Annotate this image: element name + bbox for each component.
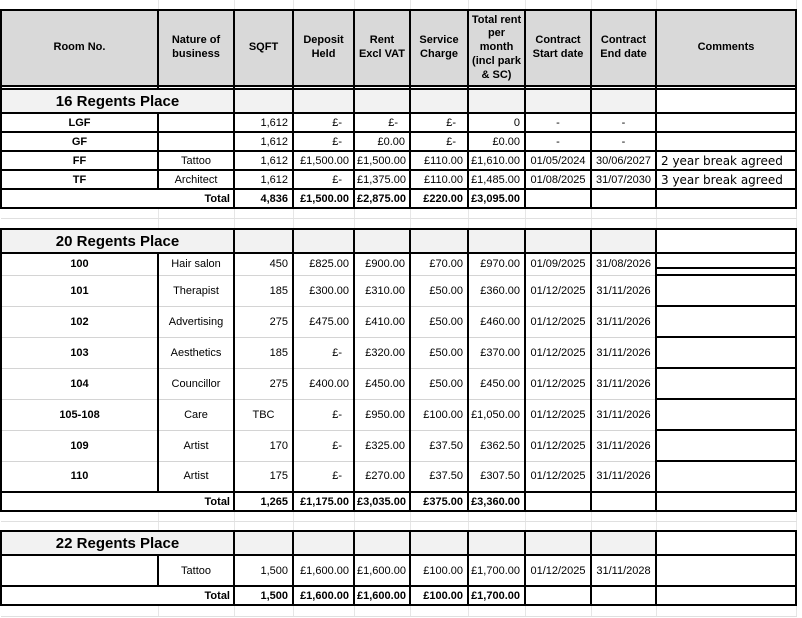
cell-comments[interactable]: 3 year break agreed	[656, 170, 796, 189]
grid-gap-cell	[354, 521, 410, 531]
grid-gap-cell	[158, 521, 234, 531]
section-empty-cell[interactable]	[234, 229, 293, 253]
table-row	[1, 151, 796, 170]
grid-gap-cell	[525, 208, 591, 218]
grid-gutter-cell	[1, 0, 158, 10]
comment-cell-divider	[656, 267, 796, 269]
cell-sqft[interactable]: 1,500	[234, 555, 293, 586]
table-row	[1, 461, 796, 492]
cell-service[interactable]: £37.50	[410, 430, 468, 461]
cell-sqft[interactable]: 185	[234, 337, 293, 368]
cell-sqft[interactable]: 170	[234, 430, 293, 461]
section-empty-cell[interactable]	[410, 229, 468, 253]
grid-gap-cell	[468, 521, 525, 531]
cell-total-rent[interactable]: £970.00	[468, 253, 525, 275]
cell-nature[interactable]	[158, 113, 234, 132]
cell-room[interactable]: 104	[1, 368, 158, 399]
grid-gap-cell	[293, 521, 354, 531]
cell-nature[interactable]	[158, 132, 234, 151]
cell-start-date[interactable]: 01/12/2025	[525, 275, 591, 306]
cell-total-rent[interactable]: £1,050.00	[468, 399, 525, 430]
cell-total-rent-excl[interactable]: £3,035.00	[354, 492, 410, 511]
grid-gutter-cell	[158, 611, 234, 616]
cell-rent[interactable]: £310.00	[354, 275, 410, 306]
cell-room[interactable]: 102	[1, 306, 158, 337]
total-label[interactable]: Total	[1, 586, 234, 605]
cell-comments[interactable]	[656, 132, 796, 151]
grid-gutter-cell	[591, 611, 656, 616]
cell-total-sqft[interactable]: 1,265	[234, 492, 293, 511]
grid-gutter-cell	[525, 0, 591, 10]
cell-sqft[interactable]: 1,612	[234, 151, 293, 170]
cell-total-rent[interactable]: £1,700.00	[468, 555, 525, 586]
section-empty-cell[interactable]	[468, 531, 525, 555]
cell-comments[interactable]	[656, 586, 796, 605]
grid-gap-cell	[293, 208, 354, 218]
cell-deposit[interactable]: £-	[293, 113, 354, 132]
cell-start-date[interactable]: -	[525, 132, 591, 151]
cell-total-deposit[interactable]: £1,500.00	[293, 189, 354, 208]
cell-end-date[interactable]: 31/11/2026	[591, 430, 656, 461]
cell-deposit[interactable]: £1,500.00	[293, 151, 354, 170]
cell-service[interactable]: £50.00	[410, 306, 468, 337]
grid-gap-row	[1, 218, 796, 229]
cell-deposit[interactable]: £-	[293, 399, 354, 430]
cell-room[interactable]: TF	[1, 170, 158, 189]
grid-gap-cell	[354, 208, 410, 218]
cell-total-rent[interactable]: 0	[468, 113, 525, 132]
section-empty-cell[interactable]	[234, 531, 293, 555]
cell-comments[interactable]	[656, 275, 796, 306]
section-20-regents-place	[1, 229, 796, 531]
cell-room[interactable]: 105-108	[1, 399, 158, 430]
cell-start-date[interactable]: 01/12/2025	[525, 399, 591, 430]
cell-nature[interactable]: Aesthetics	[158, 337, 234, 368]
section-empty-cell[interactable]	[525, 229, 591, 253]
cell-end-date[interactable]: -	[591, 113, 656, 132]
grid-gap-cell	[591, 521, 656, 531]
section-empty-cell[interactable]	[410, 531, 468, 555]
section-empty-cell[interactable]	[656, 89, 796, 113]
grid-gap-cell	[1, 208, 158, 218]
grid-gutter-cell	[158, 0, 234, 10]
cell-total-service[interactable]: £220.00	[410, 189, 468, 208]
grid-gutter-cell	[656, 0, 796, 10]
grid-gap-cell	[525, 511, 591, 521]
grid-gutter-cell	[468, 611, 525, 616]
cell-end-date[interactable]: 31/11/2026	[591, 461, 656, 492]
cell-end-date[interactable]: 31/11/2026	[591, 337, 656, 368]
grid-gap-cell	[234, 521, 293, 531]
grid-gutter-row	[1, 611, 796, 616]
cell-empty[interactable]	[525, 492, 591, 511]
section-empty-cell[interactable]	[293, 89, 354, 113]
cell-start-date[interactable]: 01/12/2025	[525, 430, 591, 461]
cell-nature[interactable]: Artist	[158, 461, 234, 492]
top-gutter	[1, 0, 796, 10]
cell-total-deposit[interactable]: £1,600.00	[293, 586, 354, 605]
cell-rent[interactable]: £320.00	[354, 337, 410, 368]
cell-start-date[interactable]: 01/12/2025	[525, 306, 591, 337]
cell-empty[interactable]	[525, 189, 591, 208]
cell-total-rent[interactable]: £450.00	[468, 368, 525, 399]
cell-nature[interactable]: Architect	[158, 170, 234, 189]
cell-nature[interactable]: Tattoo	[158, 555, 234, 586]
cell-end-date[interactable]: 31/11/2026	[591, 399, 656, 430]
cell-rent[interactable]: £0.00	[354, 132, 410, 151]
cell-total-service[interactable]: £100.00	[410, 586, 468, 605]
cell-empty[interactable]	[591, 189, 656, 208]
cell-total-rent-excl[interactable]: £2,875.00	[354, 189, 410, 208]
cell-comments[interactable]	[656, 253, 796, 275]
cell-room[interactable]: LGF	[1, 113, 158, 132]
cell-service[interactable]: £37.50	[410, 461, 468, 492]
cell-deposit[interactable]: £475.00	[293, 306, 354, 337]
cell-total-rent[interactable]: £362.50	[468, 430, 525, 461]
cell-deposit[interactable]: £300.00	[293, 275, 354, 306]
cell-rent[interactable]: £1,600.00	[354, 555, 410, 586]
grid-gap-cell	[656, 208, 796, 218]
col-header-deposit-held[interactable]: Deposit Held	[293, 10, 354, 86]
cell-end-date[interactable]: 31/11/2028	[591, 555, 656, 586]
section-title[interactable]: 22 Regents Place	[1, 531, 234, 555]
cell-comments[interactable]	[656, 430, 796, 461]
grid-gutter-cell	[293, 0, 354, 10]
cell-end-date[interactable]: -	[591, 132, 656, 151]
section-empty-cell[interactable]	[656, 229, 796, 253]
total-label[interactable]: Total	[1, 189, 234, 208]
grid-gutter-cell	[354, 0, 410, 10]
cell-rent[interactable]: £450.00	[354, 368, 410, 399]
grid-gap-cell	[158, 218, 234, 229]
cell-comments[interactable]	[656, 113, 796, 132]
cell-empty[interactable]	[591, 586, 656, 605]
cell-start-date[interactable]: 01/12/2025	[525, 555, 591, 586]
grid-gutter-cell	[468, 0, 525, 10]
cell-service[interactable]: £-	[410, 113, 468, 132]
cell-comments[interactable]	[656, 306, 796, 337]
cell-room[interactable]: 109	[1, 430, 158, 461]
cell-service[interactable]: £50.00	[410, 275, 468, 306]
cell-sqft[interactable]: 275	[234, 368, 293, 399]
cell-sqft[interactable]: 450	[234, 253, 293, 275]
section-empty-cell[interactable]	[591, 229, 656, 253]
col-header-sqft[interactable]: SQFT	[234, 10, 293, 86]
grid-gutter-cell	[591, 0, 656, 10]
cell-nature[interactable]: Artist	[158, 430, 234, 461]
cell-room[interactable]: 101	[1, 275, 158, 306]
section-empty-cell[interactable]	[591, 531, 656, 555]
cell-room[interactable]: FF	[1, 151, 158, 170]
cell-nature[interactable]: Tattoo	[158, 151, 234, 170]
cell-start-date[interactable]: -	[525, 113, 591, 132]
cell-service[interactable]: £-	[410, 132, 468, 151]
cell-rent[interactable]: £-	[354, 113, 410, 132]
cell-total-rent[interactable]: £460.00	[468, 306, 525, 337]
cell-comments[interactable]	[656, 368, 796, 399]
cell-sqft[interactable]: 1,612	[234, 170, 293, 189]
grid-gutter-cell	[656, 611, 796, 616]
grid-gap-cell	[468, 208, 525, 218]
cell-end-date[interactable]: 31/11/2026	[591, 368, 656, 399]
section-empty-cell[interactable]	[293, 229, 354, 253]
col-header-contract-start[interactable]: Contract Start date	[525, 10, 591, 86]
cell-total-deposit[interactable]: £1,175.00	[293, 492, 354, 511]
cell-total-rent[interactable]: £307.50	[468, 461, 525, 492]
cell-rent[interactable]: £950.00	[354, 399, 410, 430]
col-header-total-rent[interactable]: Total rent per month (incl park & SC)	[468, 10, 525, 86]
cell-room[interactable]: GF	[1, 132, 158, 151]
cell-nature[interactable]: Hair salon	[158, 253, 234, 275]
grid-gutter-cell	[293, 611, 354, 616]
section-empty-cell[interactable]	[525, 89, 591, 113]
cell-total-rent[interactable]: £360.00	[468, 275, 525, 306]
grid-gap-cell	[656, 521, 796, 531]
cell-deposit[interactable]: £-	[293, 132, 354, 151]
grid-gap-cell	[234, 218, 293, 229]
cell-end-date[interactable]: 31/11/2026	[591, 275, 656, 306]
section-22-regents-place	[1, 531, 796, 605]
table-row	[1, 368, 796, 399]
grid-gutter-cell	[234, 0, 293, 10]
cell-sqft[interactable]: 185	[234, 275, 293, 306]
column-header	[1, 10, 796, 89]
grid-gutter-cell	[1, 611, 158, 616]
cell-room[interactable]: 110	[1, 461, 158, 492]
table-row	[1, 430, 796, 461]
cell-deposit[interactable]: £-	[293, 461, 354, 492]
col-header-nature-of-business[interactable]: Nature of business	[158, 10, 234, 86]
grid-gutter-cell	[410, 0, 468, 10]
cell-rent[interactable]: £325.00	[354, 430, 410, 461]
table-row	[1, 399, 796, 430]
table-row	[1, 132, 796, 151]
grid-gap-cell	[293, 218, 354, 229]
grid-gap-cell	[234, 511, 293, 521]
total-label[interactable]: Total	[1, 492, 234, 511]
cell-end-date[interactable]: 31/07/2030	[591, 170, 656, 189]
cell-rent[interactable]: £410.00	[354, 306, 410, 337]
grid-gap-cell	[591, 208, 656, 218]
section-title[interactable]: 16 Regents Place	[1, 89, 234, 113]
cell-total-rent-excl[interactable]: £1,600.00	[354, 586, 410, 605]
cell-total-rent-month[interactable]: £3,360.00	[468, 492, 525, 511]
section-empty-cell[interactable]	[354, 531, 410, 555]
cell-sqft[interactable]: 275	[234, 306, 293, 337]
cell-sqft[interactable]: 1,612	[234, 113, 293, 132]
col-header-room-no[interactable]: Room No.	[1, 10, 158, 86]
cell-deposit[interactable]: £400.00	[293, 368, 354, 399]
table-row	[1, 253, 796, 275]
cell-comments[interactable]	[656, 555, 796, 586]
cell-start-date[interactable]: 01/12/2025	[525, 337, 591, 368]
cell-empty[interactable]	[591, 492, 656, 511]
grid-gutter-cell	[410, 611, 468, 616]
grid-gap-cell	[354, 511, 410, 521]
cell-comments[interactable]	[656, 399, 796, 430]
grid-gap-cell	[1, 521, 158, 531]
section-title[interactable]: 20 Regents Place	[1, 229, 234, 253]
grid-gap-cell	[158, 208, 234, 218]
grid-gap-cell	[591, 218, 656, 229]
cell-service[interactable]: £50.00	[410, 337, 468, 368]
cell-comments[interactable]	[656, 189, 796, 208]
grid-gap-cell	[525, 218, 591, 229]
grid-gap-cell	[1, 511, 158, 521]
cell-deposit[interactable]: £-	[293, 430, 354, 461]
grid-gutter-cell	[234, 611, 293, 616]
cell-total-sqft[interactable]: 1,500	[234, 586, 293, 605]
cell-start-date[interactable]: 01/05/2024	[525, 151, 591, 170]
cell-service[interactable]: £70.00	[410, 253, 468, 275]
cell-deposit[interactable]: £825.00	[293, 253, 354, 275]
cell-room[interactable]: 103	[1, 337, 158, 368]
cell-rent[interactable]: £1,500.00	[354, 151, 410, 170]
col-header-service-charge[interactable]: Service Charge	[410, 10, 468, 86]
grid-gap-row	[1, 511, 796, 521]
cell-sqft[interactable]: TBC	[234, 399, 293, 430]
table-row	[1, 275, 796, 306]
section-header-row	[1, 229, 796, 253]
cell-start-date[interactable]: 01/09/2025	[525, 253, 591, 275]
grid-gap-cell	[525, 521, 591, 531]
cell-total-sqft[interactable]: 4,836	[234, 189, 293, 208]
cell-start-date[interactable]: 01/08/2025	[525, 170, 591, 189]
cell-comments[interactable]	[656, 492, 796, 511]
cell-service[interactable]: £110.00	[410, 170, 468, 189]
cell-service[interactable]: £110.00	[410, 151, 468, 170]
grid-gap-row	[1, 521, 796, 531]
grid-gap-cell	[410, 511, 468, 521]
cell-nature[interactable]: Councillor	[158, 368, 234, 399]
cell-total-service[interactable]: £375.00	[410, 492, 468, 511]
section-empty-cell[interactable]	[656, 531, 796, 555]
grid-gap-cell	[410, 208, 468, 218]
cell-total-rent-month[interactable]: £3,095.00	[468, 189, 525, 208]
grid-gap-cell	[656, 218, 796, 229]
cell-deposit[interactable]: £-	[293, 170, 354, 189]
cell-room[interactable]: 100	[1, 253, 158, 275]
col-header-comments[interactable]: Comments	[656, 10, 796, 86]
section-empty-cell[interactable]	[354, 89, 410, 113]
grid-gap-cell	[293, 511, 354, 521]
section-total-row	[1, 189, 796, 208]
grid-gap-cell	[1, 218, 158, 229]
cell-comments[interactable]: 2 year break agreed	[656, 151, 796, 170]
section-header-row	[1, 531, 796, 555]
grid-gutter-cell	[525, 611, 591, 616]
cell-service[interactable]: £100.00	[410, 399, 468, 430]
section-total-row	[1, 586, 796, 605]
cell-start-date[interactable]: 01/12/2025	[525, 368, 591, 399]
cell-total-rent[interactable]: £1,485.00	[468, 170, 525, 189]
cell-rent[interactable]: £900.00	[354, 253, 410, 275]
section-empty-cell[interactable]	[354, 229, 410, 253]
section-header-row	[1, 89, 796, 113]
grid-gap-cell	[158, 511, 234, 521]
grid-gap-cell	[234, 208, 293, 218]
grid-gap-cell	[468, 511, 525, 521]
section-empty-cell[interactable]	[234, 89, 293, 113]
bottom-gutter	[1, 605, 796, 616]
section-empty-cell[interactable]	[468, 89, 525, 113]
cell-service[interactable]: £100.00	[410, 555, 468, 586]
cell-end-date[interactable]: 30/06/2027	[591, 151, 656, 170]
cell-end-date[interactable]: 31/08/2026	[591, 253, 656, 275]
cell-comments[interactable]	[656, 461, 796, 492]
cell-rent[interactable]: £270.00	[354, 461, 410, 492]
table-row	[1, 306, 796, 337]
col-header-contract-end[interactable]: Contract End date	[591, 10, 656, 86]
section-empty-cell[interactable]	[293, 531, 354, 555]
cell-nature[interactable]: Advertising	[158, 306, 234, 337]
grid-gap-cell	[354, 218, 410, 229]
grid-gap-cell	[591, 511, 656, 521]
section-empty-cell[interactable]	[525, 531, 591, 555]
cell-deposit[interactable]: £-	[293, 337, 354, 368]
grid-gutter-cell	[354, 611, 410, 616]
cell-sqft[interactable]: 1,612	[234, 132, 293, 151]
cell-start-date[interactable]: 01/12/2025	[525, 461, 591, 492]
section-empty-cell[interactable]	[591, 89, 656, 113]
section-empty-cell[interactable]	[410, 89, 468, 113]
section-total-row	[1, 492, 796, 511]
cell-nature[interactable]: Care	[158, 399, 234, 430]
grid-gap-row	[1, 208, 796, 218]
cell-total-rent-month[interactable]: £1,700.00	[468, 586, 525, 605]
section-16-regents-place	[1, 89, 796, 229]
cell-total-rent[interactable]: £1,610.00	[468, 151, 525, 170]
cell-deposit[interactable]: £1,600.00	[293, 555, 354, 586]
table-row	[1, 555, 796, 586]
grid-gap-cell	[468, 218, 525, 229]
grid-gap-cell	[410, 218, 468, 229]
table-row	[1, 113, 796, 132]
grid-gap-cell	[410, 521, 468, 531]
section-empty-cell[interactable]	[468, 229, 525, 253]
col-header-rent-excl-vat[interactable]: Rent Excl VAT	[354, 10, 410, 86]
grid-gap-cell	[656, 511, 796, 521]
table-row	[1, 337, 796, 368]
header-row	[1, 10, 796, 86]
cell-nature[interactable]: Therapist	[158, 275, 234, 306]
cell-rent[interactable]: £1,375.00	[354, 170, 410, 189]
cell-comments[interactable]	[656, 337, 796, 368]
cell-total-rent[interactable]: £0.00	[468, 132, 525, 151]
cell-room[interactable]	[1, 555, 158, 586]
cell-sqft[interactable]: 175	[234, 461, 293, 492]
cell-service[interactable]: £50.00	[410, 368, 468, 399]
cell-empty[interactable]	[525, 586, 591, 605]
table-row	[1, 170, 796, 189]
cell-end-date[interactable]: 31/11/2026	[591, 306, 656, 337]
grid-gutter-row	[1, 0, 796, 10]
cell-total-rent[interactable]: £370.00	[468, 337, 525, 368]
